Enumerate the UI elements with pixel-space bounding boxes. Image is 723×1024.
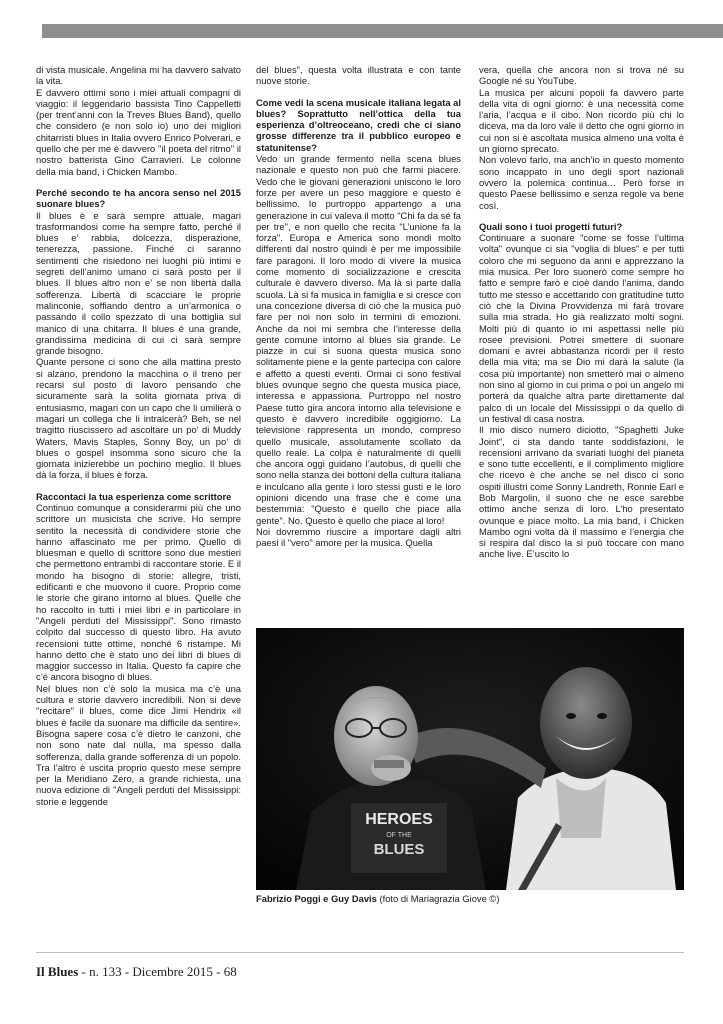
- page-footer: [36, 964, 237, 980]
- magazine-name: Il Blues: [36, 964, 79, 979]
- article-column-1: [36, 64, 241, 807]
- shirt-print-subtitle: OF THE: [386, 832, 412, 839]
- article-column-2: [256, 64, 461, 548]
- paragraph: La musica per alcuni popoli fa davvero parte della vita di ogni giorno: è una necessità come l’aria, l’acqua e il cibo. Non ricordo più chi lo diceva, ma da loro vale il detto che ogni giorno in cui non si è ascoltata musica almeno una volta è un giorno sprecato.: [479, 86, 684, 155]
- paragraph: Vedo un grande fermento nella scena blues nazionale e questo non può che farmi piacere. Vedo che le giovani generazioni uniscono le loro forze per avere un peso maggiore e questo è bellissimo. Io purtroppo appartengo a una generazione in cui valeva il motto "Chi fa da sé fa per tre", e non quello che recita "L’unione fa la forza". Europa e America sono mondi molto differenti dal nostro quindi è per me impossibile fare paragoni. Il loro modo di vivere la musica come momento di socializzazione e crescita culturale è davvero diverso. Ma là si parte dalla scuola. Là si fa musica in famiglia e si cresce con una concezione diversa di ciò che la musica può fare per noi non solo in termini di emozioni. Anche da noi mi sembra che l’interesse della gente comune intorno al blues sia grande. Le piazze in cui si suona questa musica sono solitamente piene e la gente partecipa con calore e affetto a questi eventi. Ormai ci sono festival blues ovunque segno che questa musica piace, interessa e appassiona. Purtroppo nel nostro Paese tutto gira ancora intorno alla televisione e questo è davvero incredibile oggigiorno. La televisione rappresenta un mondo, compreso quello musicale, assolutamente scollato da quello reale. La colpa è naturalmente di quelli che ancora oggi guidano l’autobus, di quelli che sono nella stanza dei bottoni della cultura italiana e inculcano alla gente i loro stessi gusti e le loro opinioni dicendo una frase che è come una bestemmia: "Questo è quello che piace alla gente". No. Questo è quello che piace al loro!: [256, 153, 462, 526]
- interview-question: Perché secondo te ha ancora senso nel 2015 suonare blues?: [36, 186, 241, 210]
- footer-divider: [36, 952, 684, 953]
- paragraph: Nel blues non c’è solo la musica ma c’è una cultura e storie davvero incredibili. Non si deve "recitare" il blues, come dice Jimi Hendrix «il blues è facile da suonare ma difficile da sentire». Bisogna sapere cosa c’è dietro le canzoni, che non sono nate dal nulla, ma spesso dalla sofferenza, dalla grande sofferenza di un popolo. Tra l’altro è uscita proprio questo mese sempre per la Meridiano Zero, a grande richiesta, una nuova edizione di "Angeli perduti del Mississippi: storie e leggende: [36, 682, 241, 807]
- paragraph: Il blues è e sarà sempre attuale, magari trasformandosi come ha sempre fatto, perché il blues e’ rabbia, dolcezza, disperazione, tenerezza, passione. Finché ci saranno sentimenti che risiedono nei luoghi più intimi e segreti dell’animo umano ci sarà posto per il blues. Il blues altro non e’ se non libertà dalla sofferenza. Libertà di scacciare le proprie malinconie, soffiando dentro a un’armonica o passando il collo spezzato di una bottiglia sul manico di una chitarra. Il blues è una grande, grandissima medicina di cui ci sarà sempre grande bisogno.: [36, 209, 241, 357]
- paragraph: Noi dovremmo riuscire a importare dagli altri paesi il "vero" amore per la musica. Quella: [256, 525, 461, 549]
- paragraph: Quante persone ci sono che alla mattina presto si alzano, prendono la macchina o il treno per recarsi sul posto di lavoro pensando che sicuramente sarà la solita giornata priva di entusiasmo, magari con un capo che li umilierà o magari un collega che li intralcerà? Beh, se nel tragitto riuscissero ad ascoltare un po’ di Muddy Waters, Mavis Staples, Sonny Boy, un po’ di blues o gospel insomma sono sicuro che la giornata inizierebbe un pochino meglio. Il blues dà la forza, il blues è forza.: [36, 356, 241, 481]
- issue-info: - n. 133 - Dicembre 2015 - 68: [81, 964, 237, 979]
- header-bar: [42, 24, 723, 38]
- photo-caption: [256, 893, 684, 905]
- paragraph: vera, quella che ancora non si trova né su Google né su YouTube.: [479, 64, 684, 87]
- photo-illustration: [256, 628, 684, 890]
- caption-names: Fabrizio Poggi e Guy Davis: [256, 893, 377, 904]
- caption-credit: (foto di Mariagrazia Giove ©): [379, 893, 500, 904]
- shirt-print-word: BLUES: [373, 841, 425, 858]
- paragraph: di vista musicale. Angelina mi ha davvero salvato la vita.: [36, 64, 241, 87]
- paragraph: Continuare a suonare "come se fosse l’ultima volta" ovunque ci sia "voglia di blues" e per tutti coloro che mi seguono da anni e apprezzano la mia musica. Per loro suonerò come sempre ho fatto e sempre farò e cioè dando l’anima, dando tutto me stesso e accettando con gratitudine tutto ciò che la Divina Provvidenza mi farà trovare sulla mia strada. Ho già realizzato molti sogni. Molti più di quanto io mi aspettassi nelle più rosee previsioni. Potrei smettere di suonare domani e avrei abbastanza ricordi per il resto della mia vita; ma se Dio mi darà la salute (la cosa più importante) non smetterò mai o almeno non sino al giorno in cui prima o poi un angelo mi porterà da qualche altra parte direttamente dal palco di un locale del Mississippi o da quello di un festival di casa nostra.: [479, 232, 684, 424]
- paragraph: E davvero ottimi sono i miei attuali compagni di viaggio: il leggendario bassista Tino Cappelletti (per trent’anni con la Treves Blues Band), quello che considero (e non solo io) uno dei migliori chitarristi blues in Italia ovvero Enrico Polverari, e quello che per me è davvero "il poeta del ritmo" il nostro batterista Gino Carravieri. Le colonne della mia band, i Chicken Mambo.: [36, 86, 241, 177]
- article-column-3: [479, 64, 684, 560]
- paragraph: Il mio disco numero diciotto, "Spaghetti Juke Joint", ci sta dando tante soddisfazioni, le recensioni arrivano da svariati luoghi del pianeta e sono tutte eccellenti, e il complimento migliore che ricevo è che anche se nel disco ci sono ospiti illustri come Sonny Landreth, Ronnie Earl e Bob Margolin, il suono che ne esce sarebbe ottimo anche senza di loro. L’ho presentato ovunque e piace molto. La mia band, i Chicken Mambo ogni volta dà il massimo e l’energia che si respira dal disco la si può toccare con mano anche live. E’uscito lo: [479, 424, 684, 560]
- shirt-print-title: HEROES: [365, 811, 433, 828]
- interview-question: Quali sono i tuoi progetti futuri?: [479, 220, 623, 232]
- paragraph: Non volevo farlo, ma anch’io in questo momento sono incappato in uno degli sport nazionali ovvero la polemica continua… Però forse in questo Paese bellissimo e senza regole va bene così.: [479, 154, 684, 211]
- paragraph: del blues", questa volta illustrata e con tante nuove storie.: [256, 64, 461, 87]
- paragraph: Continuo comunque a considerarmi più che uno scrittore un musicista che scrive. Ho sempre sentito la necessità di condividere storie che hanno affascinato me per primo. Quello di bluesman e quello di scrittore sono due mestieri che permettono entrambi di raccontare storie. E il mondo ha bisogno di storie: allegre, tristi, edificanti e che muovono il cuore. Proprio come le storie che girano intorno al blues. Quelle che ho raccolto in tutti i miei libri e in particolare in "Angeli perduti del Mississippi". Sono rimasto colpito dal successo di questo libro. Ha avuto recensioni tutte ottime, nonché 6 ristampe. Mi hanno detto che è stato uno dei libri di blues di maggior successo in Italia. Questo fa capire che c’è ancora bisogno di blues.: [36, 501, 241, 683]
- interview-question: Come vedi la scena musicale italiana legata al blues? Soprattutto nell’ottica della tua esperienza d’oltreoceano, credi che ci siano grosse differenze tra il pubblico europeo e statunitense?: [256, 96, 461, 153]
- interview-question: Raccontaci la tua esperienza come scrittore: [36, 490, 232, 502]
- article-photo: [256, 628, 684, 890]
